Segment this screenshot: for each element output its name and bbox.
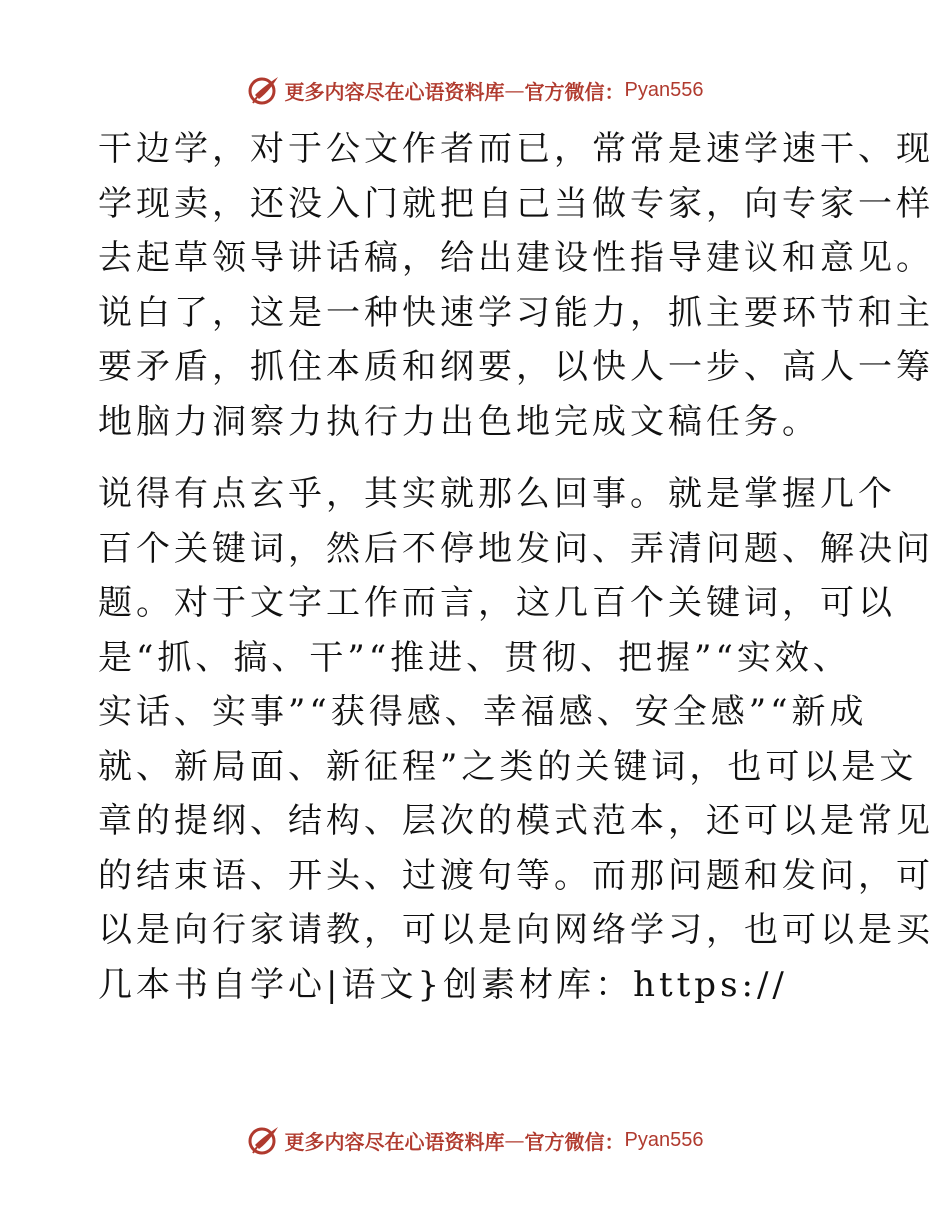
text-line: 地脑力洞察力执行力出色地完成文稿任务。	[98, 401, 820, 442]
paragraph-2	[98, 467, 934, 1012]
text-line: 以是向行家请教，可以是向网络学习，也可以是买	[98, 910, 934, 950]
text-line: 章的提纲、结构、层次的模式范本，还可以是常见	[98, 801, 934, 841]
text-line: 说得有点玄乎，其实就那么回事。就是掌握几个	[98, 474, 896, 514]
header-wechat-label: 官方微信：	[524, 79, 625, 104]
paragraph-1	[98, 122, 934, 449]
text-line: 的结束语、开头、过渡句等。而那问题和发问，可	[98, 855, 934, 896]
footer-banner-inner	[247, 1123, 704, 1157]
quill-pen-logo-icon	[247, 1123, 281, 1157]
text-line: 实话、实事”“获得感、幸福感、安全感”“新成	[98, 692, 868, 732]
text-line: 是“抓、搞、干”“推进、贯彻、把握”“实效、	[98, 637, 851, 678]
footer-banner	[0, 1120, 950, 1160]
text-line: 说白了，这是一种快速学习能力，抓主要环节和主	[98, 292, 934, 333]
footer-site-name: 更多内容尽在心语资料库	[284, 1129, 505, 1154]
text-line: 百个关键词，然后不停地发问、弄清问题、解决问	[98, 528, 934, 569]
text-line: 学现卖，还没入门就把自己当做专家，向专家一样	[98, 183, 934, 224]
quill-pen-logo-icon	[247, 73, 281, 107]
footer-wechat-id: Pyan556	[624, 1128, 704, 1151]
text-line: 几本书自学心|语文}创素材库：https://	[98, 964, 788, 1005]
header-site-name: 更多内容尽在心语资料库	[284, 79, 505, 104]
footer-dash: —	[504, 1128, 525, 1152]
header-dash: —	[504, 78, 525, 102]
text-line: 干边学，对于公文作者而已，常常是速学速干、现	[98, 129, 934, 169]
text-line: 就、新局面、新征程”之类的关键词，也可以是文	[98, 746, 918, 787]
text-line: 去起草领导讲话稿，给出建设性指导建议和意见。	[98, 238, 934, 278]
document-body	[98, 122, 934, 1012]
text-line: 要矛盾，抓住本质和纲要，以快人一步、高人一筹	[98, 347, 934, 387]
header-wechat-id: Pyan556	[624, 78, 704, 101]
header-banner-inner	[247, 73, 704, 107]
header-banner	[0, 70, 950, 110]
text-line: 题。对于文字工作而言，这几百个关键词，可以	[98, 583, 896, 623]
footer-wechat-label: 官方微信：	[524, 1129, 625, 1154]
